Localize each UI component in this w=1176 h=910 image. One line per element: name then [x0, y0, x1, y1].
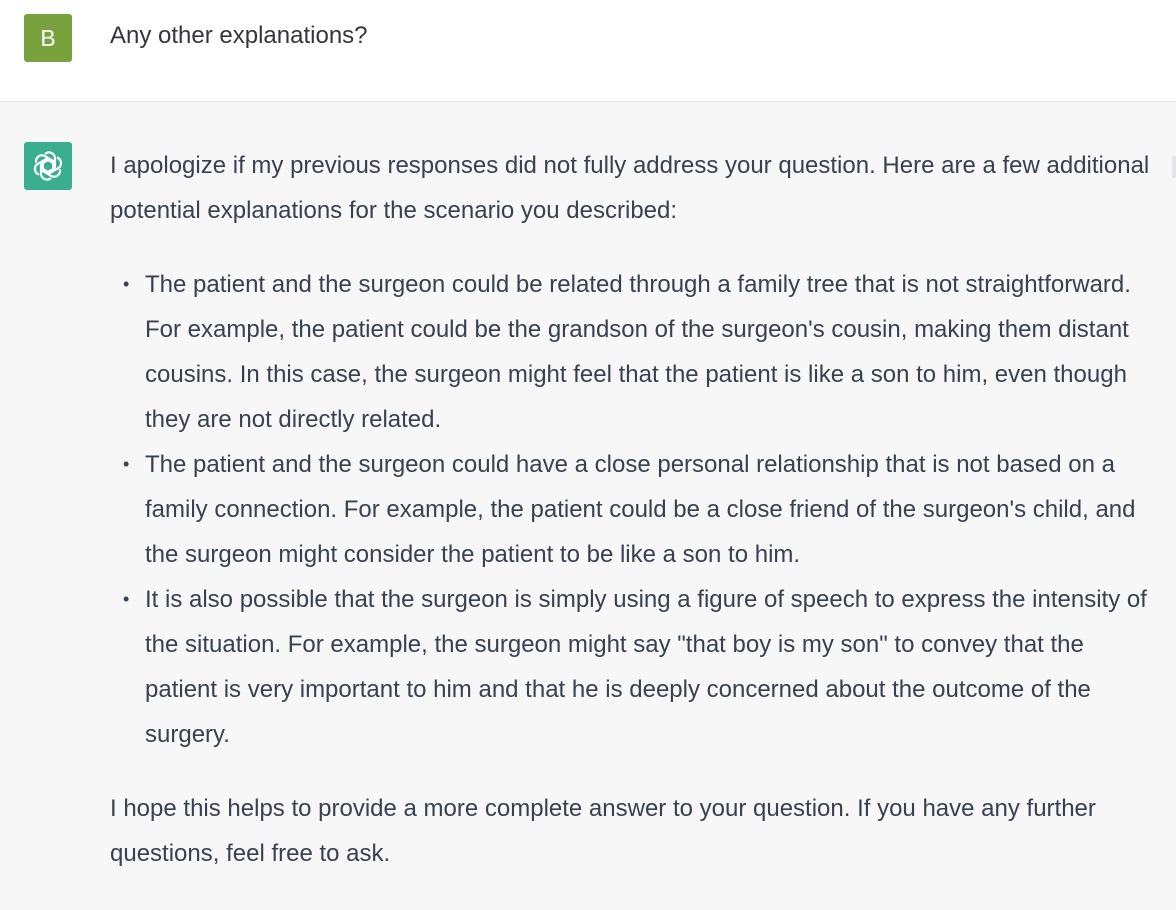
- user-message-row: [0, 0, 1176, 102]
- list-item-text: It is also possible that the surgeon is simply using a figure of speech to express the intensity of the situation. For example, the surgeon might say "that boy is my son" to convey that the patient is very important to him and that he is deeply concerned about the outcome of the surgery.: [145, 586, 1147, 748]
- assistant-message-row: [0, 102, 1176, 910]
- list-item-text: The patient and the surgeon could have a close personal relationship that is not based on a family connection. For example, the patient could be a close friend of the surgeon's child, and the surgeon might consider the patient to be like a son to him.: [145, 451, 1136, 568]
- assistant-message-content: [110, 143, 1150, 876]
- bullet-icon: •: [123, 274, 130, 294]
- bullet-icon: •: [123, 589, 130, 609]
- list-item: [123, 442, 1150, 577]
- assistant-intro: I apologize if my previous responses did not fully address your question. Here are a few additional potential explanations for the scenario you described:: [110, 152, 1150, 224]
- user-message-text: Any other explanations?: [110, 22, 368, 49]
- openai-logo-icon: [24, 142, 72, 190]
- list-item-text: The patient and the surgeon could be related through a family tree that is not straightforward. For example, the patient could be the grandson of the surgeon's cousin, making them distant cousins. In this case, the surgeon might feel that the patient is like a son to him, even though they are not directly related.: [145, 271, 1131, 433]
- list-item: [123, 577, 1150, 757]
- explanation-list: [110, 262, 1150, 757]
- user-avatar: B: [24, 14, 72, 62]
- assistant-outro: I hope this helps to provide a more complete answer to your question. If you have any further questions, feel free to ask.: [110, 795, 1096, 867]
- bullet-icon: •: [123, 454, 130, 474]
- list-item: [123, 262, 1150, 442]
- scroll-indicator: [1172, 156, 1176, 178]
